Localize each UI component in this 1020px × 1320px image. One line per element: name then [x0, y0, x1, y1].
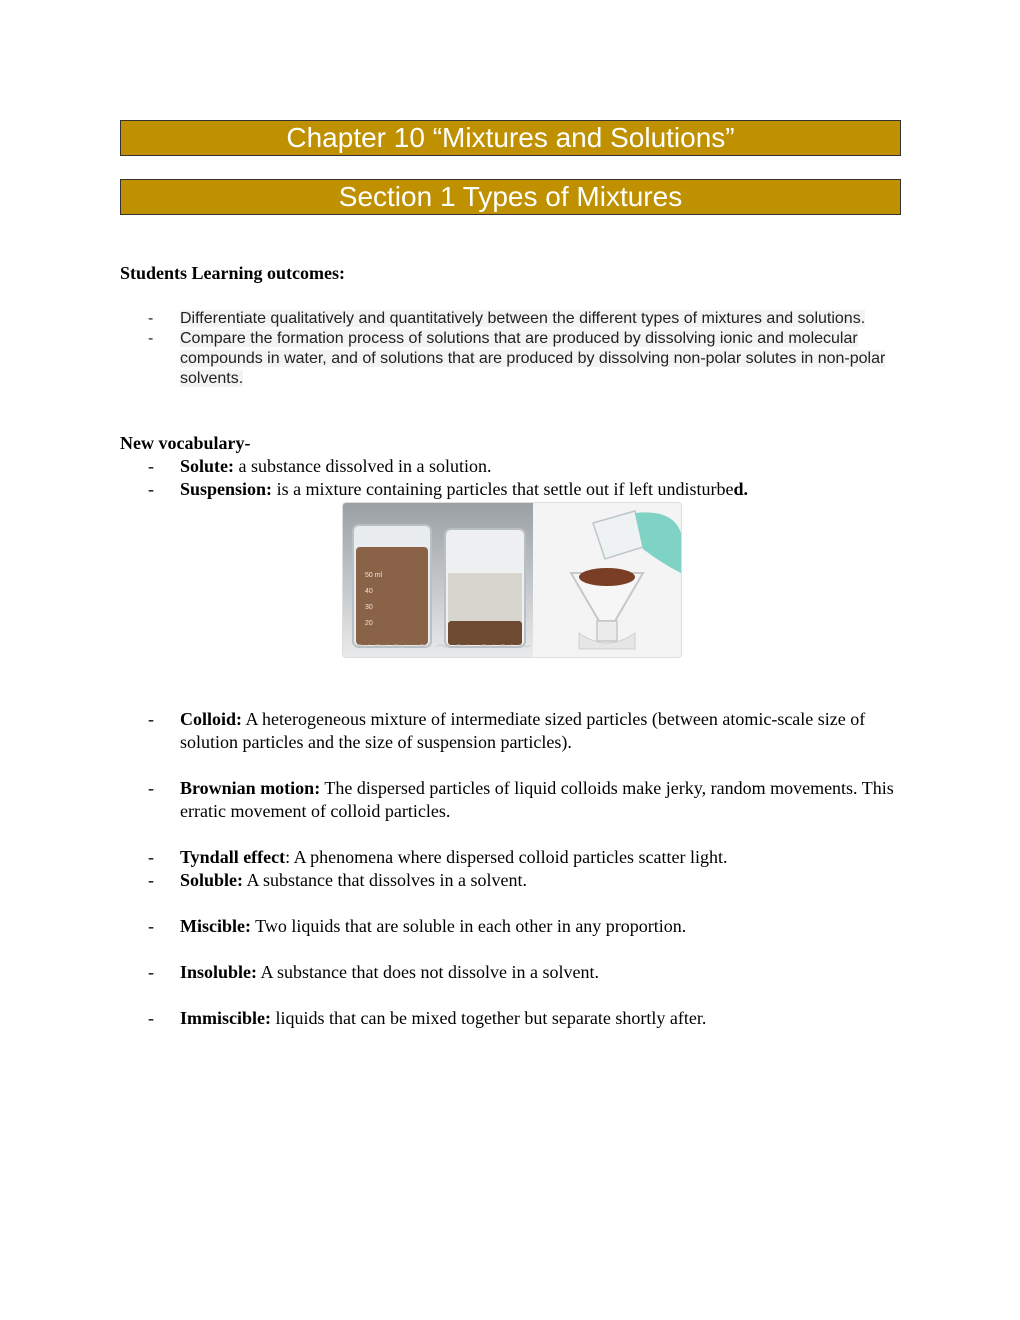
vocab-item-soluble: - Soluble: A substance that dissolves in a solvent.	[120, 869, 900, 892]
vocab-item-insoluble: - Insoluble: A substance that does not dissolve in a solvent.	[120, 961, 900, 984]
outcomes-heading: Students Learning outcomes:	[120, 263, 346, 283]
svg-text:40: 40	[365, 588, 373, 595]
vocab-item-colloid: - Colloid: A heterogeneous mixture of intermediate sized particles (between atomic-scale size of solution particles and the size of suspension particles).	[120, 708, 900, 754]
outcome-item: - Compare the formation process of solutions that are produced by dissolving ionic and molecular compounds in water, and of solutions that are produced by dissolving non-polar solutes in non-polar solvents.	[120, 329, 900, 389]
vocab-item-immiscible: - Immiscible: liquids that can be mixed together but separate shortly after.	[120, 1007, 900, 1030]
vocab-item-suspension: - Suspension: is a mixture containing particles that settle out if left undisturbed.	[120, 478, 900, 501]
section-title: Section 1 Types of Mixtures	[120, 179, 901, 215]
chapter-title: Chapter 10 “Mixtures and Solutions”	[120, 120, 901, 156]
svg-text:~~~ ~~~ ~~~: ~~~ ~~~ ~~~	[353, 634, 533, 657]
svg-text:50 ml: 50 ml	[365, 572, 383, 579]
vocab-item-tyndall: - Tyndall effect: A phenomena where dispersed colloid particles scatter light.	[120, 846, 900, 869]
vocab-item-miscible: - Miscible: Two liquids that are soluble in each other in any proportion.	[120, 915, 900, 938]
vocab-list-top	[120, 455, 900, 501]
outcomes-list	[120, 309, 900, 389]
svg-text:20: 20	[365, 620, 373, 627]
vocab-list-bottom	[120, 708, 900, 1030]
svg-text:30: 30	[365, 604, 373, 611]
vocab-item-brownian: - Brownian motion: The dispersed particles of liquid colloids make jerky, random movements. This erratic movement of colloid particles.	[120, 777, 900, 823]
outcome-item: - Differentiate qualitatively and quantitatively between the different types of mixtures and solutions.	[120, 309, 900, 329]
vocab-item-solute: - Solute: a substance dissolved in a solution.	[120, 455, 900, 478]
suspension-photo	[342, 502, 682, 658]
suspension-illustration	[343, 503, 681, 657]
vocab-heading: New vocabulary-	[120, 433, 251, 453]
